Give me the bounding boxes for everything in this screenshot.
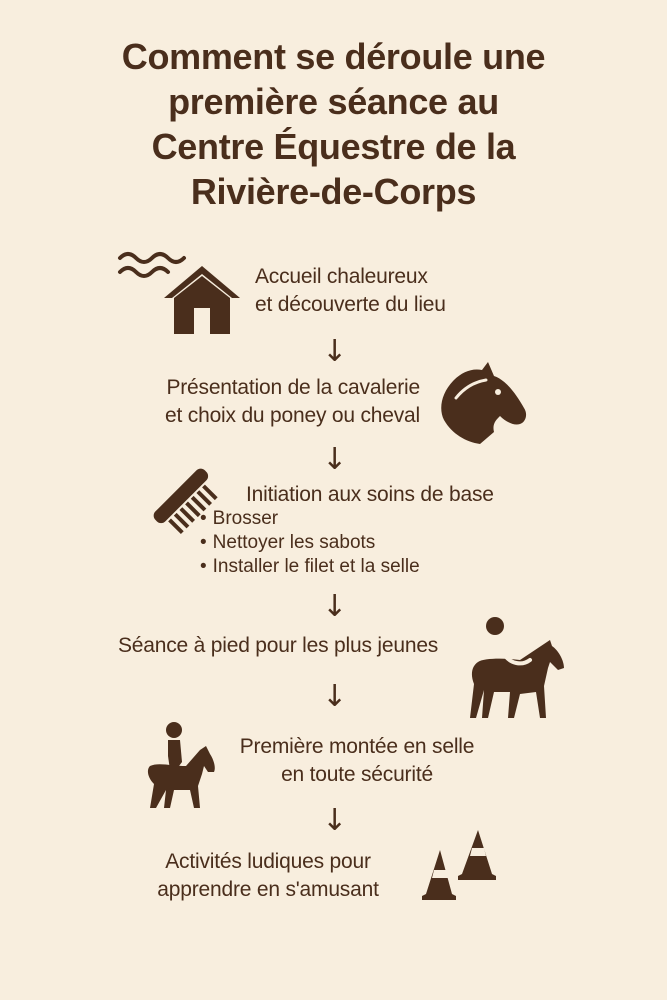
list-item: • Installer le filet et la selle bbox=[200, 555, 420, 579]
arrow-4-icon: ↓ bbox=[322, 679, 348, 714]
step-6-line-2: apprendre en s'amusant bbox=[157, 878, 379, 901]
step-5-line-1: Première montée en selle bbox=[239, 735, 475, 758]
step-1-line-2: et découverte du lieu bbox=[255, 293, 446, 316]
led-pony-icon bbox=[464, 614, 568, 722]
step-4-text: Séance à pied pour les plus jeunes bbox=[118, 634, 439, 657]
step-2-line-1: Présentation de la cavalerie bbox=[166, 376, 420, 399]
step-5-text bbox=[212, 733, 502, 789]
step-1-text bbox=[255, 263, 446, 319]
arrow-1-icon: ↓ bbox=[322, 334, 348, 369]
title-line-1: Comment se déroule une bbox=[121, 36, 546, 77]
arrow-5-icon: ↓ bbox=[322, 803, 348, 838]
arrow-3-icon: ↓ bbox=[322, 589, 348, 624]
arrow-2-icon: ↓ bbox=[322, 442, 348, 477]
step-5-line-2: en toute sécurité bbox=[281, 763, 433, 786]
house-icon bbox=[116, 244, 242, 336]
step-2-line-2: et choix du poney ou cheval bbox=[165, 404, 420, 427]
care-list bbox=[200, 507, 420, 579]
step-1-line-1: Accueil chaleureux bbox=[255, 265, 428, 288]
step-2-text bbox=[100, 374, 420, 430]
step-6-line-1: Activités ludiques pour bbox=[165, 850, 371, 873]
step-6-text bbox=[118, 848, 418, 904]
rider-icon bbox=[140, 720, 216, 810]
page-title bbox=[0, 34, 667, 214]
horse-head-icon bbox=[436, 358, 532, 446]
cones-icon bbox=[420, 828, 498, 902]
list-item: • Brosser bbox=[200, 507, 420, 531]
title-line-3: Centre Équestre de la bbox=[151, 126, 516, 167]
step-3-title: Initiation aux soins de base bbox=[246, 483, 494, 506]
list-item: • Nettoyer les sabots bbox=[200, 531, 420, 555]
title-line-4: Rivière-de-Corps bbox=[190, 171, 477, 212]
title-line-2: première séance au bbox=[168, 81, 499, 122]
